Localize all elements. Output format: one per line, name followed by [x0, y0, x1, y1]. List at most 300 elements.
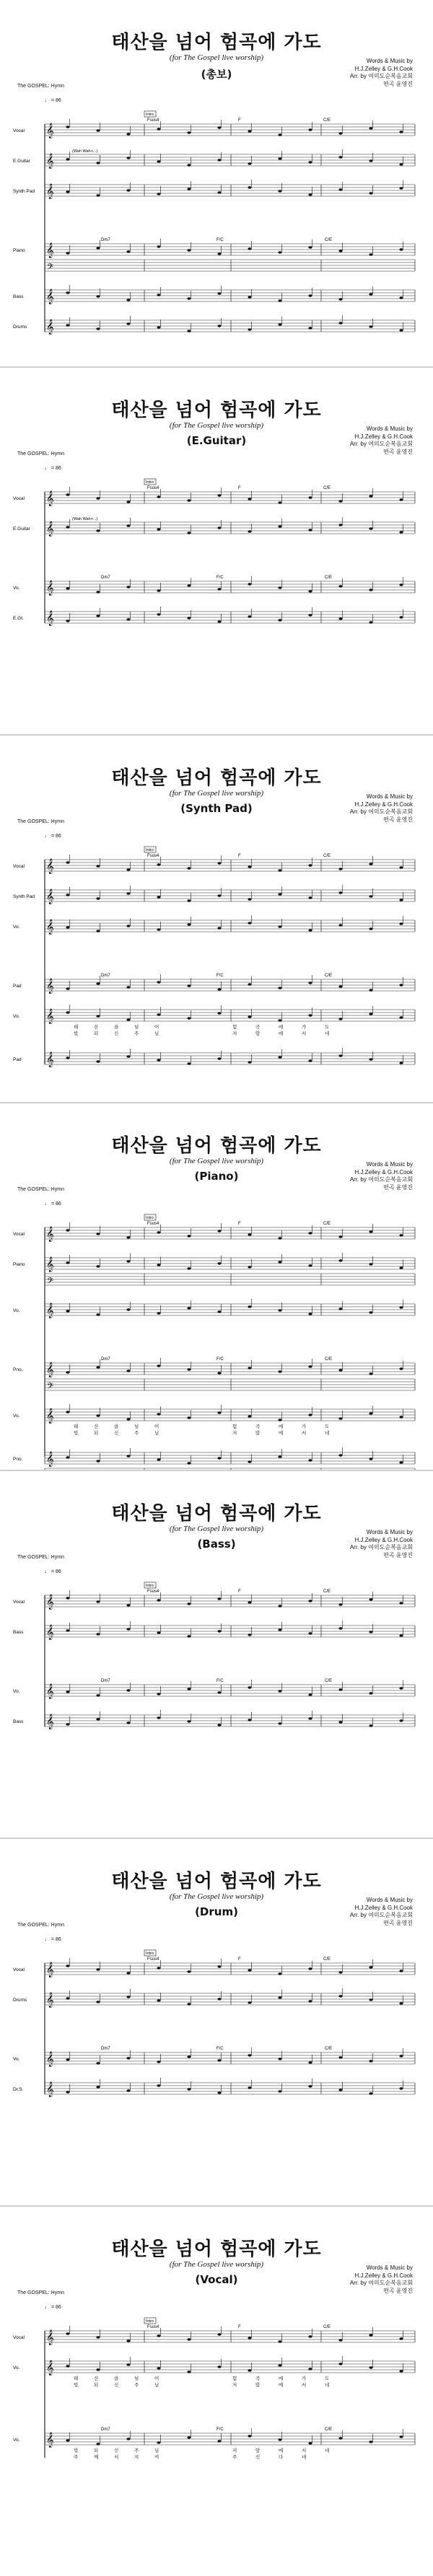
lyric-syllable: 네: [302, 2454, 307, 2460]
note-head: [217, 1230, 221, 1232]
note-group: [66, 1299, 403, 1316]
note-head: [308, 864, 312, 867]
hymn-label: The GOSPEL: Hymn: [17, 1187, 64, 1192]
note-head: [157, 589, 160, 592]
note-head: [338, 156, 342, 159]
note-head: [96, 2062, 100, 2065]
song-subtitle: (for The Gospel live worship): [169, 1892, 264, 1901]
treble-clef-icon: 𝄞: [46, 1052, 54, 1067]
lyric-syllable: 께: [94, 2454, 99, 2460]
note-head: [399, 2435, 403, 2438]
credit-line: H.J.Zelley & G.H.Cook: [354, 800, 413, 808]
note-group: [66, 2356, 403, 2373]
lyric-syllable: 을: [114, 2376, 119, 2381]
note-head: [126, 1260, 130, 1263]
note-head: [157, 245, 160, 248]
treble-clef-icon: 𝄞: [46, 1714, 54, 1729]
note-head: [338, 1369, 342, 1372]
note-head: [308, 2442, 312, 2445]
note-head: [96, 1633, 100, 1636]
note-head: [66, 2439, 69, 2442]
chord-symbol: F: [238, 2325, 241, 2329]
note-head: [308, 929, 312, 932]
note-head: [278, 1370, 281, 1373]
performance-note: (Wah Wah+...): [72, 149, 98, 154]
lyric-syllable: 신: [255, 2454, 261, 2460]
note-head: [157, 1599, 160, 1602]
chord-symbol: C/E: [323, 1222, 331, 1226]
note-head: [338, 2363, 342, 2365]
credit-line: H.J.Zelley & G.H.Cook: [354, 433, 413, 440]
note-head: [126, 2057, 130, 2060]
lyric-syllable: 앞: [255, 1430, 261, 1436]
lyric-syllable: 서: [302, 1430, 307, 1436]
staff: [45, 1715, 415, 1726]
chord-symbol: Dm7: [101, 238, 110, 242]
treble-clef-icon: 𝄞: [46, 859, 54, 873]
note-head: [278, 925, 281, 928]
staff: [45, 1053, 415, 1064]
note-head: [217, 927, 221, 930]
credit-line: Words & Music by: [366, 2264, 413, 2271]
credit-line: Words & Music by: [366, 425, 413, 432]
note-head: [308, 327, 312, 330]
credit-line: 편곡 윤영진: [383, 816, 413, 823]
note-group: [66, 1988, 403, 2006]
note-head: [399, 984, 403, 987]
note-head: [248, 296, 251, 299]
note-head: [308, 1717, 312, 1720]
note-head: [369, 2060, 372, 2063]
note-group: [66, 180, 403, 197]
part-name: (Vocal): [195, 2273, 238, 2286]
note-head: [278, 1056, 281, 1059]
note-head: [308, 496, 312, 499]
note-head: [278, 1628, 281, 1631]
lyric-syllable: 도: [325, 1024, 330, 1030]
staff-label: Synth Pad: [13, 189, 35, 194]
note-group: [66, 1710, 403, 1727]
note-head: [248, 1686, 251, 1689]
chord-symbol: F/C: [216, 1679, 224, 1683]
note-head: [338, 1454, 342, 1457]
note-head: [369, 927, 372, 930]
note-group: [66, 1358, 403, 1375]
note-head: [248, 162, 251, 165]
lyric-syllable: 저: [232, 2448, 237, 2453]
note-head: [217, 2059, 221, 2062]
note-head: [278, 869, 281, 872]
note-group: [66, 1222, 403, 1240]
note-head: [187, 923, 191, 926]
staff: [45, 2361, 415, 2373]
staff: [45, 2331, 415, 2342]
note-head: [217, 292, 221, 295]
note-head: [278, 133, 281, 136]
staff-label: Vocal: [13, 2335, 25, 2340]
note-head: [217, 894, 221, 897]
note-head: [278, 157, 281, 160]
treble-clef-icon: 𝄞: [46, 2082, 54, 2096]
song-subtitle: (for The Gospel live worship): [169, 789, 264, 798]
lyric-syllable: 앞: [255, 1031, 261, 1036]
note-head: [217, 325, 221, 327]
note-head: [66, 1964, 69, 1967]
note-head: [96, 591, 100, 594]
lyric-syllable: 님: [154, 2382, 159, 2388]
credits: [350, 793, 413, 824]
treble-clef-icon: 𝄞: [46, 521, 54, 536]
staff-label: Vocal: [13, 864, 25, 869]
note-head: [308, 529, 312, 531]
tempo-marking: ♩ = 86: [45, 98, 61, 103]
chord-symbol: Fsus4: [147, 1222, 159, 1226]
lyric-syllable: 네: [325, 2382, 330, 2388]
note-head: [399, 2002, 403, 2005]
note-head: [66, 2058, 69, 2061]
note-head: [399, 248, 403, 251]
treble-clef-icon: 𝄞: [46, 491, 54, 506]
note-head: [278, 525, 281, 528]
song-title: 태산을 넘어 험곡에 가도: [111, 400, 322, 421]
note-head: [217, 620, 221, 623]
note-head: [338, 524, 342, 526]
note-head: [248, 1367, 251, 1369]
lyric-syllable: 신: [114, 2382, 119, 2388]
chord-symbol: Dm7: [101, 1357, 110, 1362]
lyric-syllable: 저: [232, 1031, 237, 1036]
note-head: [157, 1967, 160, 1970]
note-head: [96, 194, 100, 197]
note-head: [248, 1015, 251, 1018]
staff: [45, 612, 415, 623]
staff-label: Vo.: [13, 1689, 20, 1694]
credits: [350, 425, 413, 456]
lyric-syllable: 을: [114, 1024, 119, 1030]
note-head: [369, 1311, 372, 1314]
note-head: [157, 2084, 160, 2087]
note-head: [66, 1229, 69, 1232]
note-head: [217, 526, 221, 529]
credit-line: 편곡 윤영진: [383, 448, 413, 455]
note-head: [369, 325, 372, 328]
note-head: [248, 130, 251, 133]
treble-clef-icon: 𝄞: [46, 1257, 54, 1271]
lyric-syllable: 신: [114, 2448, 119, 2453]
note-head: [66, 619, 69, 622]
staff: [45, 1010, 415, 1021]
lyric-syllable: 주: [74, 2454, 79, 2460]
staff-label: Pno.: [13, 1457, 23, 1462]
note-head: [399, 1266, 403, 1269]
note-head: [248, 2337, 251, 2339]
note-head: [338, 1018, 342, 1020]
lyric-syllable: 네: [325, 1031, 330, 1036]
treble-clef-icon: 𝄞: [46, 889, 54, 904]
note-head: [278, 1455, 281, 1458]
chord-symbol: F: [238, 854, 241, 858]
part-name: (Synth Pad): [180, 802, 253, 815]
note-head: [96, 2336, 100, 2339]
note-head: [399, 1602, 403, 1605]
note-head: [399, 187, 403, 190]
chord-symbol: F/C: [216, 1357, 224, 1362]
staff-label: Vo.: [13, 1308, 20, 1313]
note-head: [157, 2441, 160, 2444]
credit-line: Arr. by 여의도순복음교회: [349, 2280, 413, 2286]
music-systems: [0, 1579, 433, 1832]
credit-line: H.J.Zelley & G.H.Cook: [354, 1904, 413, 1911]
staff-label: Drums: [13, 1998, 27, 2003]
note-head: [96, 129, 100, 132]
note-head: [187, 1462, 191, 1465]
note-head: [278, 1237, 281, 1240]
note-head: [126, 986, 130, 989]
treble-clef-icon: 𝄞: [46, 581, 54, 595]
note-head: [399, 1016, 403, 1019]
note-head: [278, 1972, 281, 1975]
note-head: [96, 1232, 100, 1235]
staff-label: Bass: [13, 1719, 24, 1724]
bass-clef-icon: 𝄢: [47, 262, 54, 273]
note-head: [278, 893, 281, 896]
note-head: [308, 2061, 312, 2064]
note-head: [187, 1368, 191, 1371]
staff: [45, 2433, 415, 2445]
page-divider: [0, 2205, 433, 2207]
note-head: [126, 2363, 130, 2366]
note-head: [187, 2338, 191, 2341]
rehearsal-label: Intro: [146, 113, 154, 117]
treble-clef-icon: 𝄞: [46, 1684, 54, 1698]
song-title: 태산을 넘어 험곡에 가도: [111, 1871, 322, 1892]
note-head: [157, 1364, 160, 1367]
note-head: [96, 2443, 100, 2445]
credit-line: 편곡 윤영진: [383, 1919, 413, 1926]
staff-label: Dr.S.: [13, 2087, 24, 2092]
staff: [45, 920, 415, 932]
staff-bass: [45, 1379, 415, 1390]
tempo-marking: ♩ = 86: [45, 466, 61, 471]
tempo-marking: ♩ = 86: [45, 1201, 61, 1207]
treble-clef-icon: 𝄞: [46, 289, 54, 304]
note-head: [217, 126, 221, 129]
note-head: [157, 2060, 160, 2063]
lyric-syllable: 빛: [74, 2382, 79, 2388]
credit-line: Words & Music by: [366, 58, 413, 64]
note-head: [248, 1061, 251, 1064]
note-head: [278, 190, 281, 193]
note-head: [157, 326, 160, 329]
lyric-syllable: 곡: [255, 2376, 261, 2381]
lyric-syllable: 에: [279, 1430, 284, 1436]
note-head: [308, 1014, 312, 1017]
note-head: [126, 133, 130, 136]
chord-symbol: C/E: [325, 2047, 333, 2051]
note-head: [217, 1411, 221, 1414]
note-head: [399, 2055, 403, 2057]
credit-line: H.J.Zelley & G.H.Cook: [354, 1168, 413, 1175]
credit-line: H.J.Zelley & G.H.Cook: [354, 2272, 413, 2279]
note-head: [187, 584, 191, 587]
lyric-syllable: 네: [325, 2448, 330, 2453]
lyric-syllable: 주: [134, 2448, 139, 2453]
note-head: [308, 1313, 312, 1315]
note-head: [66, 252, 69, 255]
note-head: [369, 989, 372, 992]
treble-clef-icon: 𝄞: [46, 319, 54, 334]
hymn-label: The GOSPEL: Hymn: [17, 451, 64, 456]
note-group: [66, 2078, 403, 2095]
note-head: [308, 1693, 312, 1696]
note-head: [308, 2368, 312, 2370]
lyric-syllable: 넘: [134, 1424, 139, 1429]
chord-symbol: C/E: [323, 2325, 331, 2329]
staff-label: Pno.: [13, 1367, 23, 1372]
note-head: [217, 1998, 221, 2001]
note-head: [126, 500, 130, 503]
note-head: [96, 2001, 100, 2003]
treble-clef-icon: 𝄞: [46, 979, 54, 993]
note-head: [126, 322, 130, 325]
staff-label: E.Guitar: [13, 526, 30, 531]
song-title: 태산을 넘어 험곡에 가도: [111, 32, 322, 53]
note-head: [157, 1693, 160, 1695]
note-head: [308, 161, 312, 164]
note-head: [187, 188, 191, 190]
note-head: [308, 246, 312, 249]
note-head: [308, 1632, 312, 1635]
note-head: [278, 987, 281, 989]
note-head: [369, 1692, 372, 1695]
chord-symbol: Dm7: [101, 1679, 110, 1683]
note-head: [66, 926, 69, 929]
credit-line: Arr. by 여의도순복음교회: [349, 808, 413, 815]
note-head: [187, 499, 191, 502]
credit-line: Words & Music by: [366, 1161, 413, 1168]
note-head: [157, 1312, 160, 1315]
note-head: [369, 1263, 372, 1266]
note-head: [217, 1457, 221, 1460]
bass-clef-icon: 𝄢: [47, 1276, 54, 1287]
note-head: [157, 528, 160, 531]
score-page: [0, 736, 433, 1103]
treble-clef-icon: 𝄞: [46, 154, 54, 168]
note-head: [217, 2091, 221, 2094]
note-head: [187, 1307, 191, 1310]
treble-clef-icon: 𝄞: [46, 2432, 54, 2447]
credits: [350, 58, 413, 88]
note-head: [217, 1630, 221, 1633]
note-head: [338, 188, 342, 191]
note-head: [157, 1013, 160, 1016]
lyric-syllable: 서: [114, 2454, 119, 2460]
note-head: [338, 1307, 342, 1310]
chord-symbol: Fsus4: [147, 2325, 159, 2329]
treble-clef-icon: 𝄞: [46, 1303, 54, 1318]
credit-line: 편곡 윤영진: [383, 80, 413, 87]
lyrics-line: [74, 1023, 330, 1036]
staff: [45, 320, 415, 332]
song-subtitle: (for The Gospel live worship): [169, 1525, 264, 1533]
note-head: [66, 125, 69, 128]
lyric-syllable: 가: [302, 2376, 307, 2381]
staff: [45, 1452, 415, 1464]
note-head: [399, 2337, 403, 2340]
note-head: [96, 327, 100, 330]
note-head: [66, 1629, 69, 1632]
note-head: [157, 160, 160, 163]
note-head: [369, 1724, 372, 1727]
note-head: [278, 1309, 281, 1312]
note-head: [157, 863, 160, 866]
staff-label: Vocal: [13, 128, 25, 133]
staff-label: E.Gt.: [13, 616, 24, 621]
treble-clef-icon: 𝄞: [46, 2052, 54, 2066]
note-head: [369, 2092, 372, 2095]
note-head: [157, 1458, 160, 1461]
note-head: [126, 189, 130, 192]
lyric-syllable: 서: [302, 1031, 307, 1036]
note-head: [126, 2438, 130, 2440]
tempo-marking: ♩ = 86: [45, 1569, 61, 1574]
note-head: [248, 2086, 251, 2089]
note-head: [187, 164, 191, 167]
hymn-label: The GOSPEL: Hymn: [17, 819, 64, 824]
rehearsal-label: Intro: [146, 1951, 154, 1956]
chord-symbol: Dm7: [101, 974, 110, 978]
note-group: [66, 576, 403, 594]
treble-clef-icon: 𝄞: [46, 123, 54, 138]
rehearsal-label: Intro: [146, 1584, 154, 1588]
staff-label: Vocal: [13, 1232, 25, 1237]
chord-symbol: F/C: [216, 575, 224, 580]
note-head: [369, 2366, 372, 2369]
chord-symbol: Fsus4: [147, 118, 159, 123]
note-group: [66, 855, 403, 872]
note-head: [96, 2086, 100, 2088]
note-head: [157, 1631, 160, 1634]
note-head: [248, 1969, 251, 1972]
hymn-label: The GOSPEL: Hymn: [17, 1555, 64, 1560]
note-head: [399, 131, 403, 133]
note-head: [369, 863, 372, 865]
note-head: [308, 2335, 312, 2338]
lyric-syllable: 가: [302, 1024, 307, 1030]
staff-bass: [45, 1274, 415, 1285]
note-head: [308, 590, 312, 593]
chord-symbol: F/C: [216, 2427, 224, 2432]
note-group: [66, 149, 403, 167]
note-head: [157, 1413, 160, 1416]
note-head: [217, 159, 221, 162]
note-head: [278, 1419, 281, 1421]
note-head: [96, 897, 100, 900]
lyric-syllable: 되: [94, 1430, 99, 1436]
staff: [45, 1595, 415, 1607]
note-head: [399, 1234, 403, 1237]
note-head: [248, 1601, 251, 1604]
note-head: [308, 193, 312, 196]
note-head: [278, 586, 281, 589]
note-head: [338, 322, 342, 325]
note-head: [399, 899, 403, 901]
note-head: [96, 1060, 100, 1063]
page-divider: [0, 1102, 433, 1103]
note-head: [399, 1306, 403, 1309]
note-head: [157, 2367, 160, 2370]
note-head: [187, 131, 191, 134]
